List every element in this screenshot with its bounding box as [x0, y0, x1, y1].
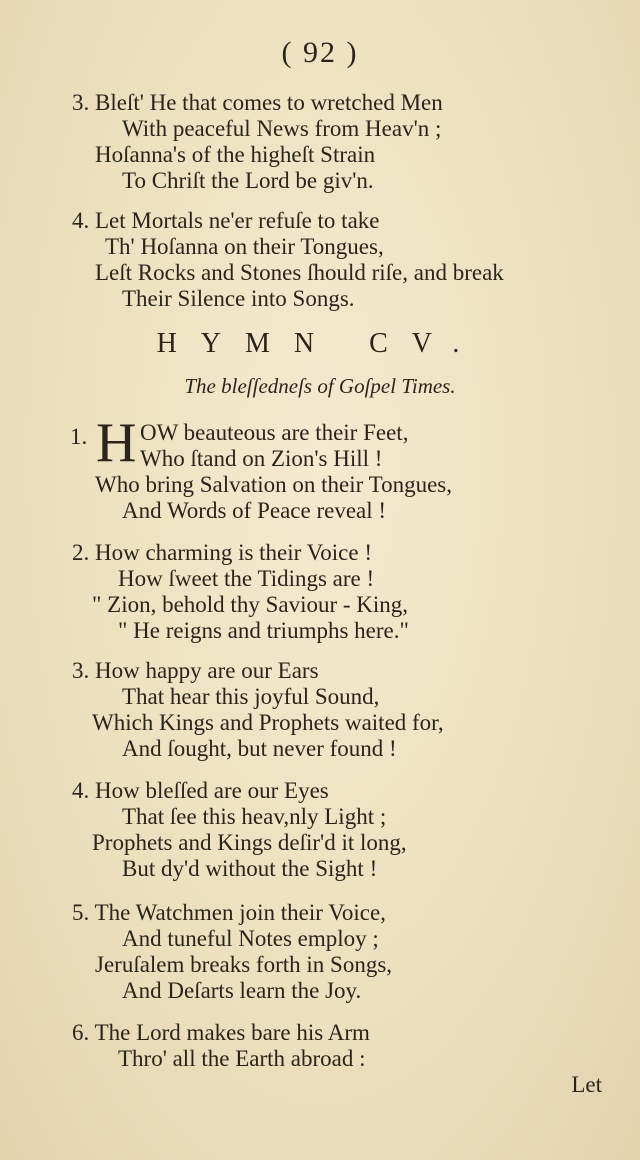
page-number: ( 92 ): [281, 36, 359, 69]
stanza-line: With peaceful News from Heav'n ;: [122, 116, 442, 141]
stanza-line: " Zion, behold thy Saviour - King,: [92, 592, 409, 617]
stanza-line: And ſought, but never found !: [122, 736, 397, 761]
stanza-line: And Deſarts learn the Joy.: [122, 978, 362, 1003]
catchword: Let: [571, 1072, 602, 1097]
stanza-number: 3.: [72, 90, 90, 115]
stanza-line: Who bring Salvation on their Tongues,: [95, 472, 452, 497]
stanza-number: 1.: [70, 424, 88, 449]
stanza-line: But dy'd without the Sight !: [122, 856, 378, 881]
hymn-subtitle: The bleſſedneſs of Goſpel Times.: [184, 374, 456, 398]
stanza-line: Jeruſalem breaks forth in Songs,: [95, 952, 393, 977]
stanza-line: " He reigns and triumphs here.": [118, 618, 409, 643]
stanza-line: Prophets and Kings deſir'd it long,: [92, 830, 407, 855]
stanza-line: 2. How charming is their Voice !: [72, 540, 373, 565]
stanza-line: And tuneful Notes employ ;: [122, 926, 379, 951]
stanza-line: Hoſanna's of the higheſt Strain: [95, 142, 376, 167]
stanza-number: 2.: [72, 540, 90, 565]
stanza-line: That ſee this heav,nly Light ;: [122, 804, 387, 829]
stanza-line: 3. How happy are our Ears: [72, 658, 319, 683]
stanza-line: 6. The Lord makes bare his Arm: [72, 1020, 370, 1045]
stanza-line: That hear this joyful Sound,: [122, 684, 380, 709]
stanza-line: Who ſtand on Zion's Hill !: [140, 446, 383, 471]
stanza-line: Leſt Rocks and Stones ſhould riſe, and break: [95, 260, 504, 285]
stanza-number: 4.: [72, 778, 90, 803]
stanza-line: 4. How bleſſed are our Eyes: [72, 778, 329, 803]
stanza-number: 3.: [72, 658, 90, 683]
stanza-line: And Words of Peace reveal !: [122, 498, 387, 523]
stanza-number: 5.: [72, 900, 90, 925]
stanza-line: How ſweet the Tidings are !: [118, 566, 375, 591]
stanza-line: 3. Bleſt' He that comes to wretched Men: [72, 90, 443, 115]
stanza-line: Their Silence into Songs.: [122, 286, 355, 311]
stanza-line: Thro' all the Earth abroad :: [118, 1046, 366, 1071]
hymn-title: HYMN CV.: [156, 328, 484, 359]
stanza-number: 4.: [72, 208, 90, 233]
stanza-line: 5. The Watchmen join their Voice,: [72, 900, 386, 925]
stanza-line: To Chriſt the Lord be giv'n.: [122, 168, 374, 193]
stanza-line: Which Kings and Prophets waited for,: [92, 710, 444, 735]
drop-cap: H: [96, 412, 137, 474]
stanza-line: Th' Hoſanna on their Tongues,: [105, 234, 384, 259]
stanza-number: 6.: [72, 1020, 90, 1045]
stanza-line: 4. Let Mortals ne'er refuſe to take: [72, 208, 380, 233]
stanza-line: OW beauteous are their Feet,: [140, 420, 409, 445]
